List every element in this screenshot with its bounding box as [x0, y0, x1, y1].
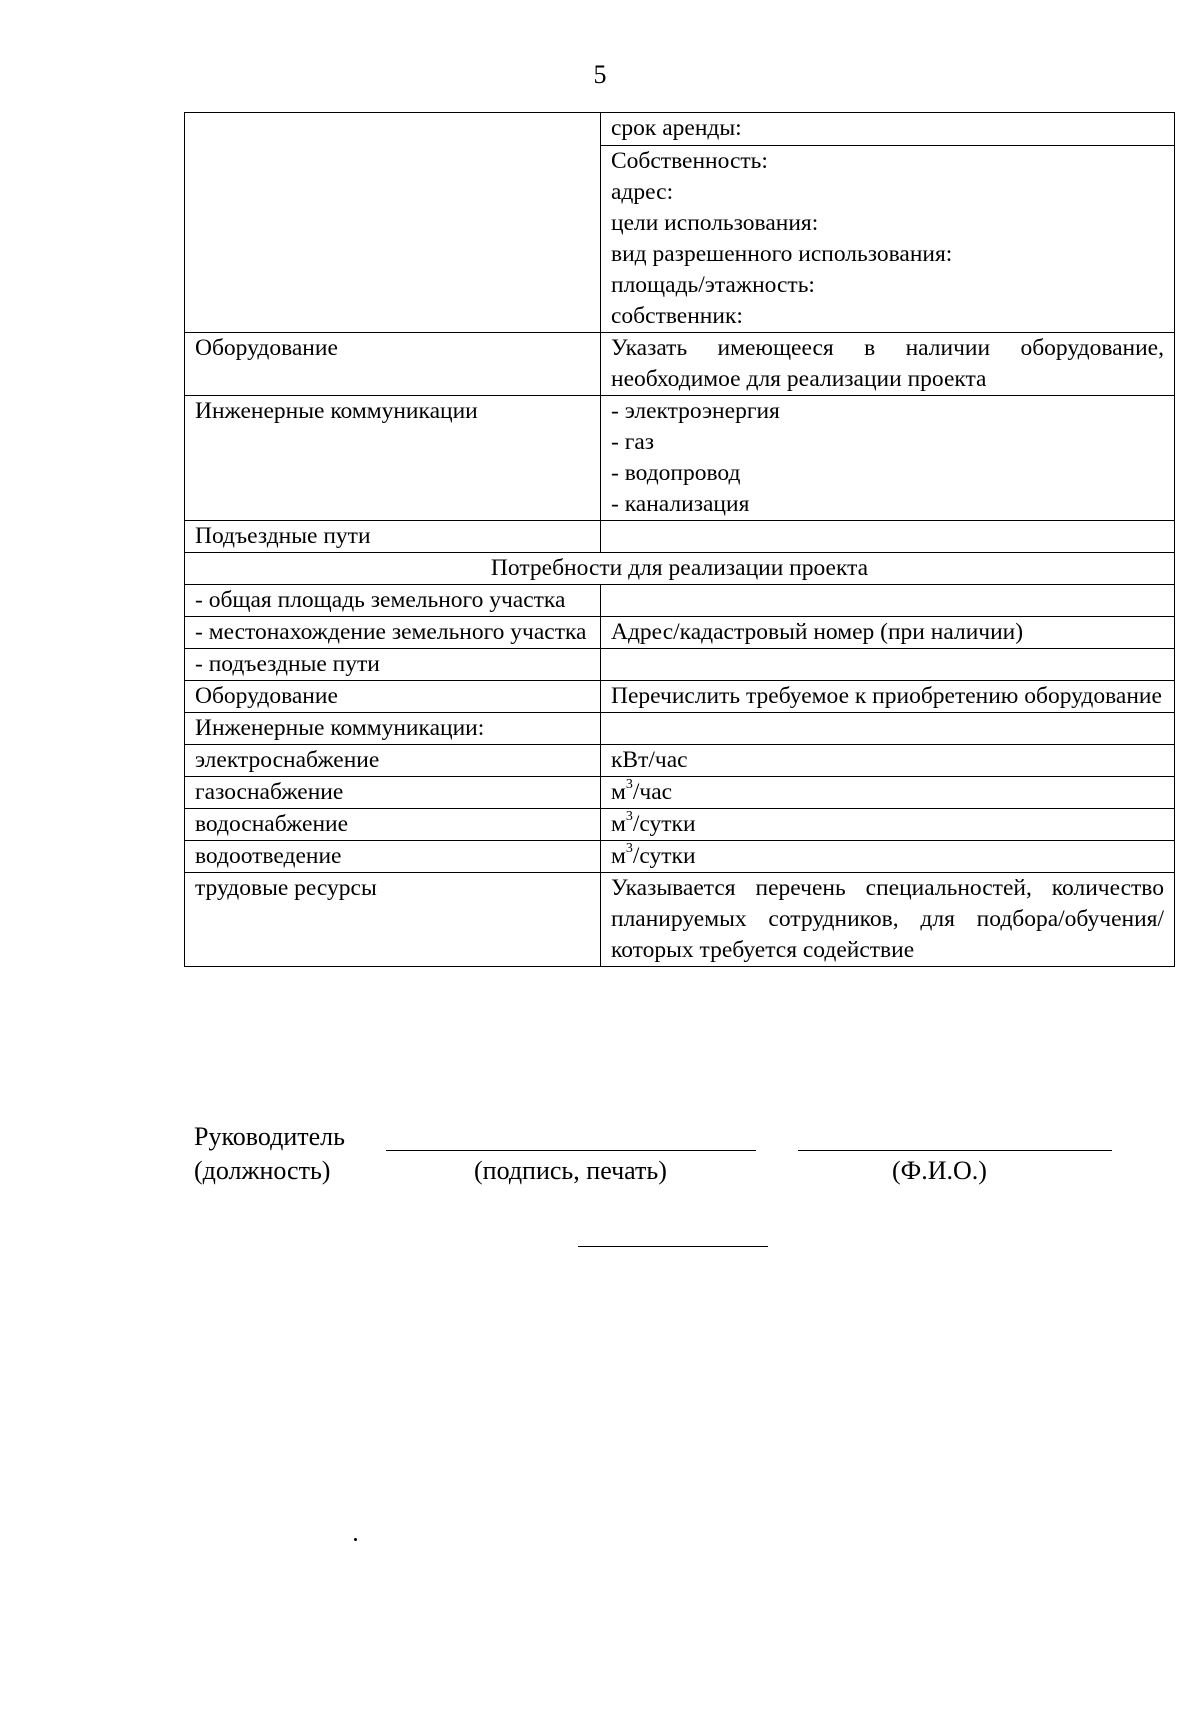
- table-row: [185, 713, 1175, 745]
- ownership-label: Собственность:: [611, 148, 768, 174]
- table-cell: Указывается перечень специальностей, количество планируемых сотрудников, для подбора/обучения/ которых требуется содействие: [601, 873, 1175, 967]
- table-cell: Оборудование: [185, 681, 601, 713]
- permitted-use-label: вид разрешенного использования:: [611, 241, 953, 267]
- table-cell: Адрес/кадастровый номер (при наличии): [601, 617, 1175, 649]
- name-blank-line: [798, 1150, 1112, 1151]
- table-row: [185, 521, 1175, 553]
- table-row: [185, 777, 1175, 809]
- lease-term-label: срок аренды:: [611, 115, 742, 141]
- table-row: [185, 681, 1175, 713]
- table-row: [185, 745, 1175, 777]
- utility-item: - газ: [611, 429, 655, 455]
- area-floors-label: площадь/этажность:: [611, 272, 815, 298]
- table-cell: - общая площадь земельного участка: [185, 585, 601, 617]
- table-cell: [601, 521, 1175, 553]
- table-cell: электроснабжение: [185, 745, 601, 777]
- table-cell: [601, 809, 1175, 841]
- unit-exponent: 3: [625, 777, 633, 793]
- signature-block: [194, 1120, 1154, 1188]
- table-cell: трудовые ресурсы: [185, 873, 601, 967]
- signature-title: Руководитель: [194, 1122, 345, 1151]
- table-cell: [601, 777, 1175, 809]
- table-cell: кВт/час: [601, 745, 1175, 777]
- table-cell: - местонахождение земельного участка: [185, 617, 601, 649]
- unit-rest: /час: [632, 779, 673, 805]
- table-cell: Указать имеющееся в наличии оборудование, необходимое для реализации проекта: [601, 333, 1175, 396]
- table-cell: Подъездные пути: [185, 521, 601, 553]
- table-cell: [601, 713, 1175, 745]
- table-cell: [601, 113, 1175, 146]
- table-row: [185, 841, 1175, 873]
- table-row: [185, 809, 1175, 841]
- name-caption: (Ф.И.О.): [892, 1156, 987, 1185]
- unit-base: м: [611, 843, 626, 869]
- table-cell: Инженерные коммуникации: [185, 396, 601, 521]
- table-cell: Перечислить требуемое к приобретению оборудование: [601, 681, 1175, 713]
- utility-item: - канализация: [611, 491, 750, 517]
- unit-exponent: 3: [625, 809, 633, 825]
- table-row: [185, 873, 1175, 967]
- unit-rest: /сутки: [632, 843, 696, 869]
- table-cell: - подъездные пути: [185, 649, 601, 681]
- unit-rest: /сутки: [632, 811, 696, 837]
- signature-caption-row: [194, 1154, 1154, 1188]
- sign-caption: (подпись, печать): [474, 1156, 667, 1185]
- table-cell: Оборудование: [185, 333, 601, 396]
- table-cell: газоснабжение: [185, 777, 601, 809]
- scan-artifact-dot: [354, 1538, 357, 1541]
- utility-item: - водопровод: [611, 460, 741, 486]
- form-table: [184, 112, 1175, 967]
- address-label: адрес:: [611, 179, 674, 205]
- signature-blank-line: [386, 1150, 756, 1151]
- table-cell: водоснабжение: [185, 809, 601, 841]
- purpose-label: цели использования:: [611, 210, 819, 236]
- table-cell: [601, 585, 1175, 617]
- table-cell: [601, 841, 1175, 873]
- table-cell: [601, 396, 1175, 521]
- table-cell: водоотведение: [185, 841, 601, 873]
- signature-line-row: [194, 1120, 1154, 1154]
- table-row: [185, 113, 1175, 146]
- unit-base: м: [611, 779, 626, 805]
- page-number: 5: [593, 60, 607, 89]
- table-cell: [185, 113, 601, 333]
- owner-label: собственник:: [611, 303, 743, 329]
- table-cell: [601, 649, 1175, 681]
- table-row: [185, 585, 1175, 617]
- table-row: [185, 333, 1175, 396]
- utility-item: - электроэнергия: [611, 398, 780, 424]
- table-cell: [601, 146, 1175, 333]
- table-row: [185, 396, 1175, 521]
- table-row: [185, 553, 1175, 585]
- table-row: [185, 649, 1175, 681]
- table-row: [185, 617, 1175, 649]
- unit-exponent: 3: [625, 841, 633, 857]
- end-of-document-line: [578, 1246, 768, 1247]
- unit-base: м: [611, 811, 626, 837]
- table-cell: Инженерные коммуникации:: [185, 713, 601, 745]
- section-header: Потребности для реализации проекта: [185, 553, 1175, 585]
- position-caption: (должность): [194, 1156, 331, 1185]
